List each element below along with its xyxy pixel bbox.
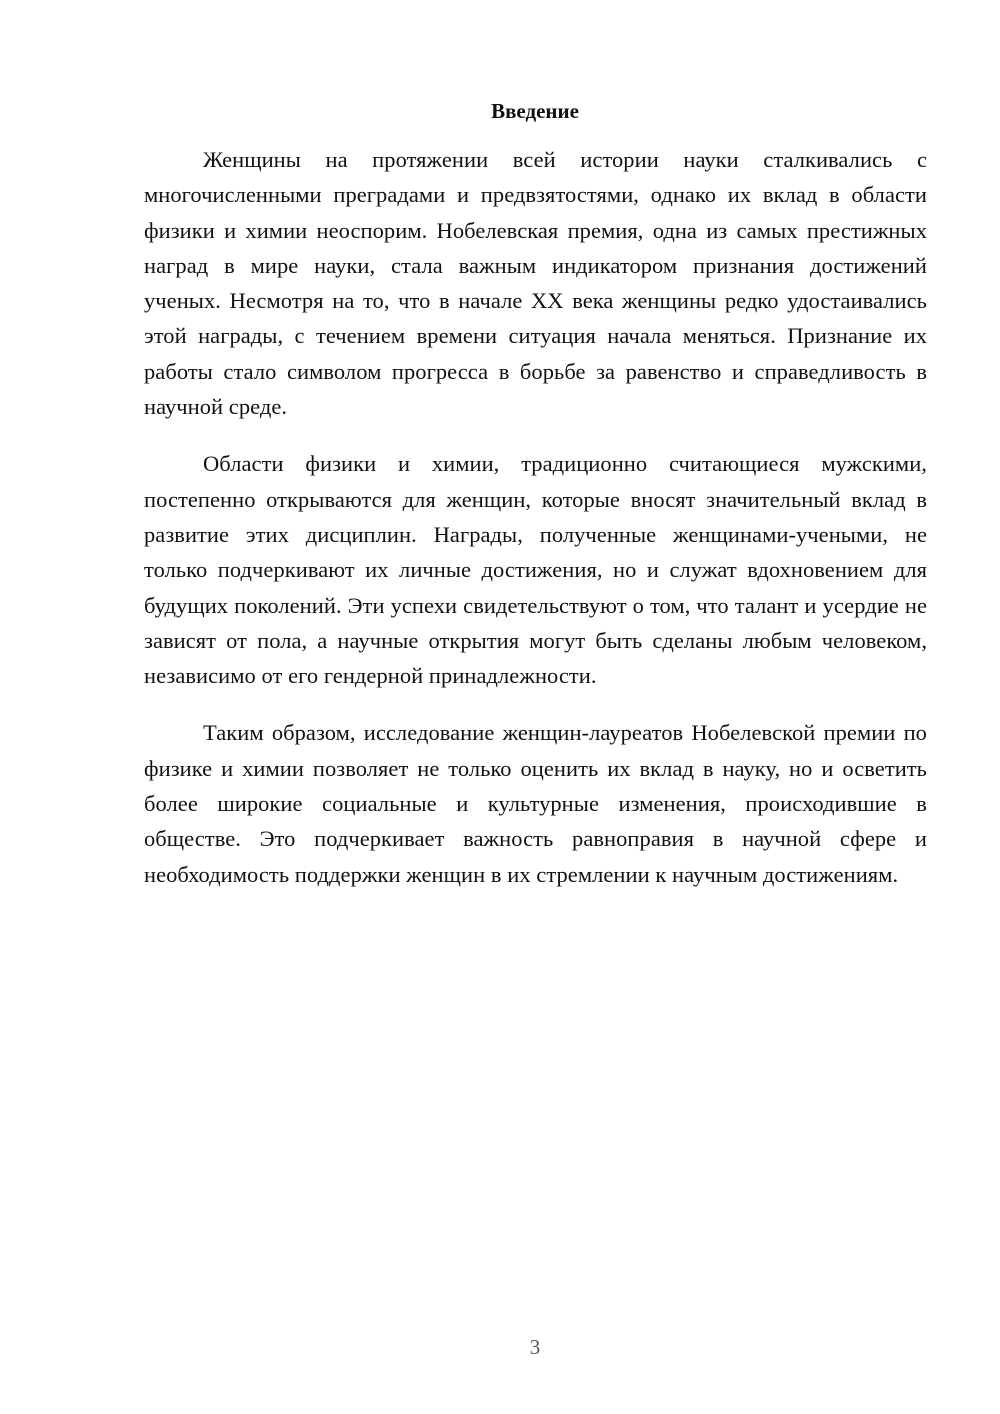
paragraph-3: Таким образом, исследование женщин-лауреатов Нобелевской премии по физике и химии позволяет не только оценить их вклад в науку, но и осветить более широкие социальные и культурные изменения, происходившие в обществе. Это подчеркивает важность равноправия в научной сфере и необходимость поддержки женщин в их стремлении к научным достижениям. (144, 720, 927, 887)
page-number: 3 (529, 1335, 541, 1359)
paragraph-1: Женщины на протяжении всей истории науки сталкивались с многочисленными преградами и предвзятостями, однако их вклад в области физики и химии неоспорим. Нобелевская премия, одна из самых престижных наград в мире науки, стала важным индикатором признания достижений ученых. Несмотря на то, что в начале XX века женщины редко удостаивались этой награды, с течением времени ситуация начала меняться. Признание их работы стало символом прогресса в борьбе за равенство и справедливость в научной среде. (144, 147, 927, 420)
section-heading: Введение (491, 99, 579, 123)
paragraph-2: Области физики и химии, традиционно считающиеся мужскими, постепенно открываются для женщин, которые вносят значительный вклад в развитие этих дисциплин. Награды, полученные женщинами-учеными, не только подчеркивают их личные достижения, но и служат вдохновением для будущих поколений. Эти успехи свидетельствуют о том, что талант и усердие не зависят от пола, а научные открытия могут быть сделаны любым человеком, независимо от его гендерной принадлежности. (144, 451, 927, 689)
body-text (144, 142, 927, 914)
